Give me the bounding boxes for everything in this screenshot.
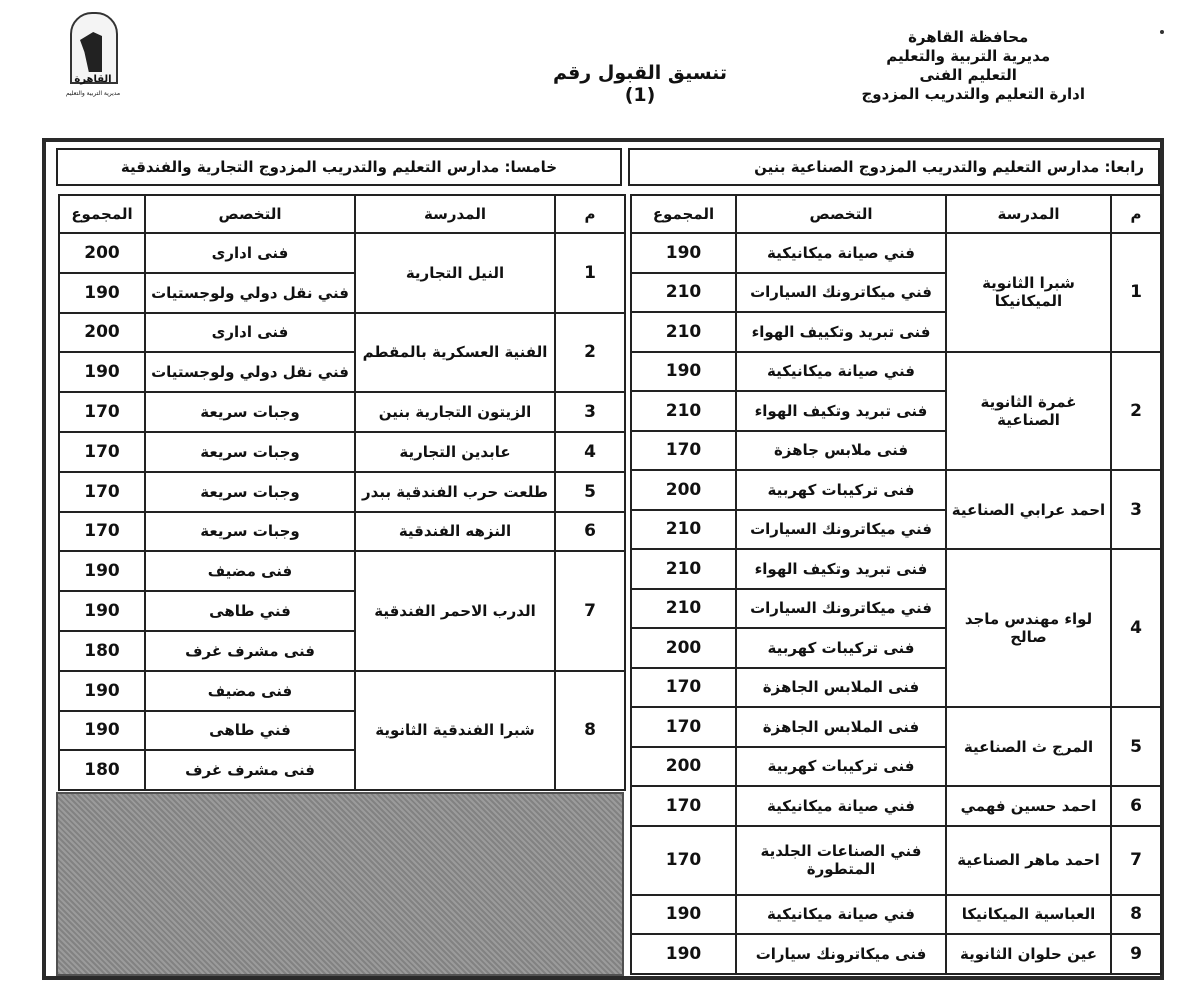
total-score: 190 [59,273,145,313]
school-name: طلعت حرب الفندقية ببدر [355,472,555,512]
total-score: 170 [631,786,736,826]
row-index: 7 [1111,826,1161,895]
school-name: الدرب الاحمر الفندقية [355,551,555,670]
total-score: 170 [631,707,736,747]
table-row [631,895,1161,935]
total-score: 200 [59,233,145,273]
total-score: 170 [631,668,736,708]
row-index: 9 [1111,934,1161,974]
row-index: 5 [555,472,625,512]
logo-subtitle: مديرية التربية والتعليم [65,90,121,97]
school-name: النزهه الفندقية [355,512,555,552]
header-specialization: التخصص [145,195,355,233]
org-line: التعليم الفنى [919,66,1017,84]
row-index: 5 [1111,707,1161,786]
school-name: النيل التجارية [355,233,555,313]
specialization: فنى تبريد وتكيف الهواء [736,391,946,431]
specialization: فنى ادارى [145,313,355,353]
header-total: المجموع [59,195,145,233]
header-school: المدرسة [355,195,555,233]
table-row [59,233,625,273]
org-line: مديرية التربية والتعليم [886,47,1051,65]
document-title: تنسيق القبول رقم (1) [552,62,728,106]
org-line: محافظة القاهرة [908,28,1029,46]
school-name: العباسية الميكانيكا [946,895,1111,935]
directorate-logo [58,10,128,105]
header-index: م [555,195,625,233]
total-score: 190 [631,895,736,935]
specialization: فني طاهى [145,591,355,631]
total-score: 210 [631,549,736,589]
specialization: فني طاهى [145,711,355,751]
specialization: فنى مشرف غرف [145,631,355,671]
table-row [59,392,625,432]
total-score: 200 [59,313,145,353]
row-index: 2 [555,313,625,393]
total-score: 170 [59,392,145,432]
section-title-commercial-hotel: خامسا: مدارس التعليم والتدريب المزدوج التجارية والفندقية [56,148,622,186]
total-score: 170 [631,431,736,471]
total-score: 210 [631,273,736,313]
header-row [631,195,1161,233]
row-index: 1 [555,233,625,313]
school-name: غمرة الثانوية الصناعية [946,352,1111,471]
table-row [59,671,625,711]
table-row [631,549,1161,589]
row-index: 8 [555,671,625,790]
table-row [631,826,1161,895]
specialization: فنى تبريد وتكيف الهواء [736,549,946,589]
specialization: فني نقل دولي ولوجستيات [145,273,355,313]
commercial-hotel-schools-table [58,194,626,791]
specialization: فنى ملابس جاهزة [736,431,946,471]
specialization: فني ميكاترونك السيارات [736,273,946,313]
table-row [59,512,625,552]
total-score: 210 [631,391,736,431]
table-row [631,352,1161,392]
specialization: فني ميكاترونك السيارات [736,510,946,550]
total-score: 190 [631,233,736,273]
specialization: فنى تبريد وتكييف الهواء [736,312,946,352]
row-index: 7 [555,551,625,670]
organization-block [861,28,1085,104]
scan-speck [1160,30,1164,34]
school-name: الزيتون التجارية بنين [355,392,555,432]
specialization: فني نقل دولي ولوجستيات [145,352,355,392]
school-name: احمد حسين فهمي [946,786,1111,826]
total-score: 170 [631,826,736,895]
total-score: 200 [631,628,736,668]
blank-scanned-area [56,792,624,976]
school-name: الفنية العسكرية بالمقطم [355,313,555,393]
row-index: 8 [1111,895,1161,935]
specialization: فنى مشرف غرف [145,750,355,790]
total-score: 210 [631,510,736,550]
specialization: فني الصناعات الجلدية المتطورة [736,826,946,895]
row-index: 6 [1111,786,1161,826]
section-title-industrial: رابعا: مدارس التعليم والتدريب المزدوج الصناعية بنين [628,148,1160,186]
admission-tables-frame [42,138,1164,980]
total-score: 210 [631,589,736,629]
total-score: 190 [59,551,145,591]
table-row [631,934,1161,974]
header-index: م [1111,195,1161,233]
table-row [59,551,625,591]
total-score: 170 [59,512,145,552]
specialization: فنى الملابس الجاهزة [736,707,946,747]
total-score: 180 [59,631,145,671]
header-total: المجموع [631,195,736,233]
table-row [59,472,625,512]
row-index: 4 [1111,549,1161,707]
row-index: 6 [555,512,625,552]
total-score: 170 [59,432,145,472]
total-score: 200 [631,470,736,510]
table-row [631,470,1161,510]
specialization: فني صيانة ميكانيكية [736,233,946,273]
org-line: ادارة التعليم والتدريب المزدوج [861,85,1085,103]
specialization: وجبات سريعة [145,472,355,512]
industrial-schools-table [630,194,1162,975]
row-index: 1 [1111,233,1161,352]
specialization: فني صيانة ميكانيكية [736,895,946,935]
row-index: 4 [555,432,625,472]
header-row [59,195,625,233]
specialization: فني صيانة ميكانيكية [736,786,946,826]
table-row [631,233,1161,273]
specialization: فني ميكاترونك السيارات [736,589,946,629]
total-score: 190 [59,352,145,392]
row-index: 3 [1111,470,1161,549]
total-score: 190 [59,711,145,751]
specialization: فنى تركيبات كهربية [736,747,946,787]
specialization: فنى الملابس الجاهزة [736,668,946,708]
specialization: وجبات سريعة [145,392,355,432]
school-name: احمد ماهر الصناعية [946,826,1111,895]
total-score: 190 [631,934,736,974]
total-score: 190 [631,352,736,392]
total-score: 180 [59,750,145,790]
specialization: فنى تركيبات كهربية [736,628,946,668]
specialization: فنى مضيف [145,551,355,591]
school-name: عابدين التجارية [355,432,555,472]
table-row [631,786,1161,826]
table-row [631,707,1161,747]
specialization: وجبات سريعة [145,512,355,552]
total-score: 210 [631,312,736,352]
school-name: لواء مهندس ماجد صالح [946,549,1111,707]
header-specialization: التخصص [736,195,946,233]
logo-name: القاهرة [74,74,112,85]
school-name: شبرا الفندقية الثانوية [355,671,555,790]
school-name: شبرا الثانوية الميكانيكا [946,233,1111,352]
school-name: عين حلوان الثانوية [946,934,1111,974]
header-school: المدرسة [946,195,1111,233]
specialization: فنى ادارى [145,233,355,273]
specialization: وجبات سريعة [145,432,355,472]
row-index: 2 [1111,352,1161,471]
table-row [59,313,625,353]
specialization: فنى مضيف [145,671,355,711]
school-name: احمد عرابي الصناعية [946,470,1111,549]
school-name: المرج ث الصناعية [946,707,1111,786]
specialization: فنى ميكاترونك سيارات [736,934,946,974]
specialization: فنى تركيبات كهربية [736,470,946,510]
total-score: 200 [631,747,736,787]
total-score: 190 [59,591,145,631]
row-index: 3 [555,392,625,432]
specialization: فني صيانة ميكانيكية [736,352,946,392]
total-score: 190 [59,671,145,711]
total-score: 170 [59,472,145,512]
table-row [59,432,625,472]
